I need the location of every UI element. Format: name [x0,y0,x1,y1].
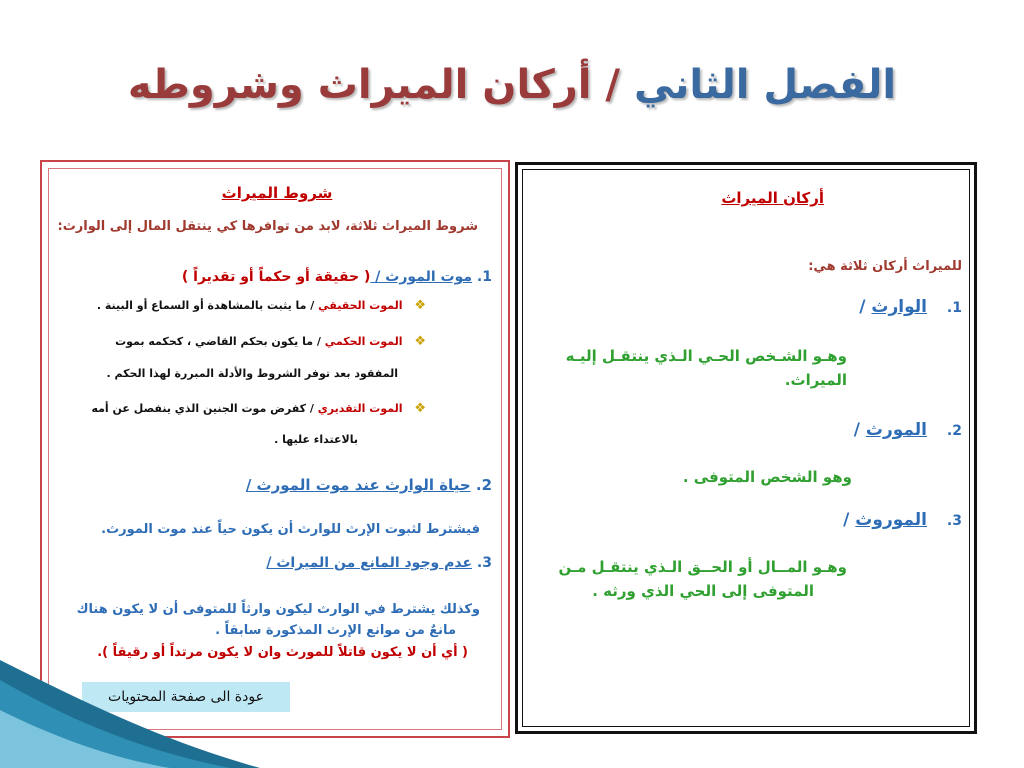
condition-3 [266,555,492,571]
condition-1-label: موت المورث / [370,269,473,285]
diamond-bullet-icon: ❖ [414,401,426,416]
title-part2: أركان الميراث وشروطه [127,62,592,108]
pillar-1-label: الوارث [871,297,927,317]
bullet-3-continuation: بالاعتداء عليها . [274,433,358,446]
bullet-3-text: / كفرض موت الجنين الذي ينفصل عن أمه [91,402,318,415]
diamond-bullet-icon: ❖ [414,298,426,313]
conditions-heading: شروط الميراث [221,184,333,202]
decorative-swoosh [0,640,260,768]
pillars-panel [515,162,977,734]
pillar-3-label: الموروث [855,510,927,530]
back-to-contents-button[interactable]: عودة الى صفحة المحتويات [82,682,290,712]
condition-1 [182,269,492,285]
pillars-intro: للميراث أركان ثلاثة هي: [808,259,962,274]
title-slash: / [591,62,634,108]
pillars-heading: أركان الميراث [721,189,824,207]
condition-1-detail: ( حقيقة أو حكماً أو تقديراً ) [181,269,371,285]
bullet-3-key: الموت التقديري [317,402,403,415]
condition-1-number: 1. [476,269,492,285]
pillar-2-desc: وهو الشخص المتوفى . [682,468,852,486]
condition-2 [246,476,492,494]
conditions-intro: شروط الميراث ثلاثة، لابد من توافرها كي ينتقل المال إلى الوارث: [57,219,478,234]
bullet-1-key: الموت الحقيقي [318,299,403,312]
bullet-2-continuation: المفقود بعد توفر الشروط والأدلة المبررة لهذا الحكم . [106,367,398,380]
condition-3-detail-line3: ( أي أن لا يكون قاتلاً للمورث وان لا يكون مرتداً أو رقيقاً ). [97,645,468,660]
pillar-2 [854,420,962,440]
bullet-2-key: الموت الحكمي [324,335,403,348]
condition-2-detail: فيشترط لثبوت الإرث للوارث أن يكون حياً عند موت المورث. [101,522,480,537]
pillar-2-slash: / [853,420,866,440]
pillar-1-number: 1. [946,300,962,316]
condition-3-detail-line1: وكذلك يشترط في الوارث ليكون وارثاً للمتوفى أن لا يكون هناك [76,602,480,617]
condition-3-detail-line2: مانعٌ من موانع الإرث المذكورة سابقاً . [215,623,456,638]
pillars-panel-inner-border [522,169,970,727]
bullet-real-death [97,298,426,313]
pillar-1 [859,297,962,317]
pillar-1-desc-line1: وهـو الشـخص الحـي الـذي ينتقـل إليـه [565,347,847,365]
pillar-3-desc-line1: وهـو المــال أو الحــق الـذي ينتقـل مـن [558,558,847,576]
pillar-2-number: 2. [946,423,962,439]
diamond-bullet-icon: ❖ [414,334,426,349]
bullet-estimated-death [91,401,426,416]
pillar-3-slash: / [843,510,856,530]
slide-title [0,62,1024,108]
title-part1: الفصل الثاني [633,62,897,108]
bullet-1-text: / ما يثبت بالمشاهدة أو السماع أو البينة . [96,299,319,312]
pillar-3-number: 3. [946,513,962,529]
pillar-3-desc-line2: المتوفى إلى الحي الذي ورثه . [592,582,814,600]
pillar-2-label: المورث [865,420,927,440]
pillar-1-slash: / [859,297,872,317]
bullet-legal-death [115,334,426,349]
condition-3-number: 3. [476,555,492,571]
condition-2-label: حياة الوارث عند موت المورث / [245,476,471,494]
pillar-1-desc-line2: الميراث. [784,371,847,389]
pillar-3 [843,510,962,530]
bullet-2-text: / ما يكون بحكم القاضي ، كحكمه بموت [115,335,325,348]
condition-3-label: عدم وجود المانع من الميراث / [266,555,473,571]
condition-2-number: 2. [475,476,492,494]
